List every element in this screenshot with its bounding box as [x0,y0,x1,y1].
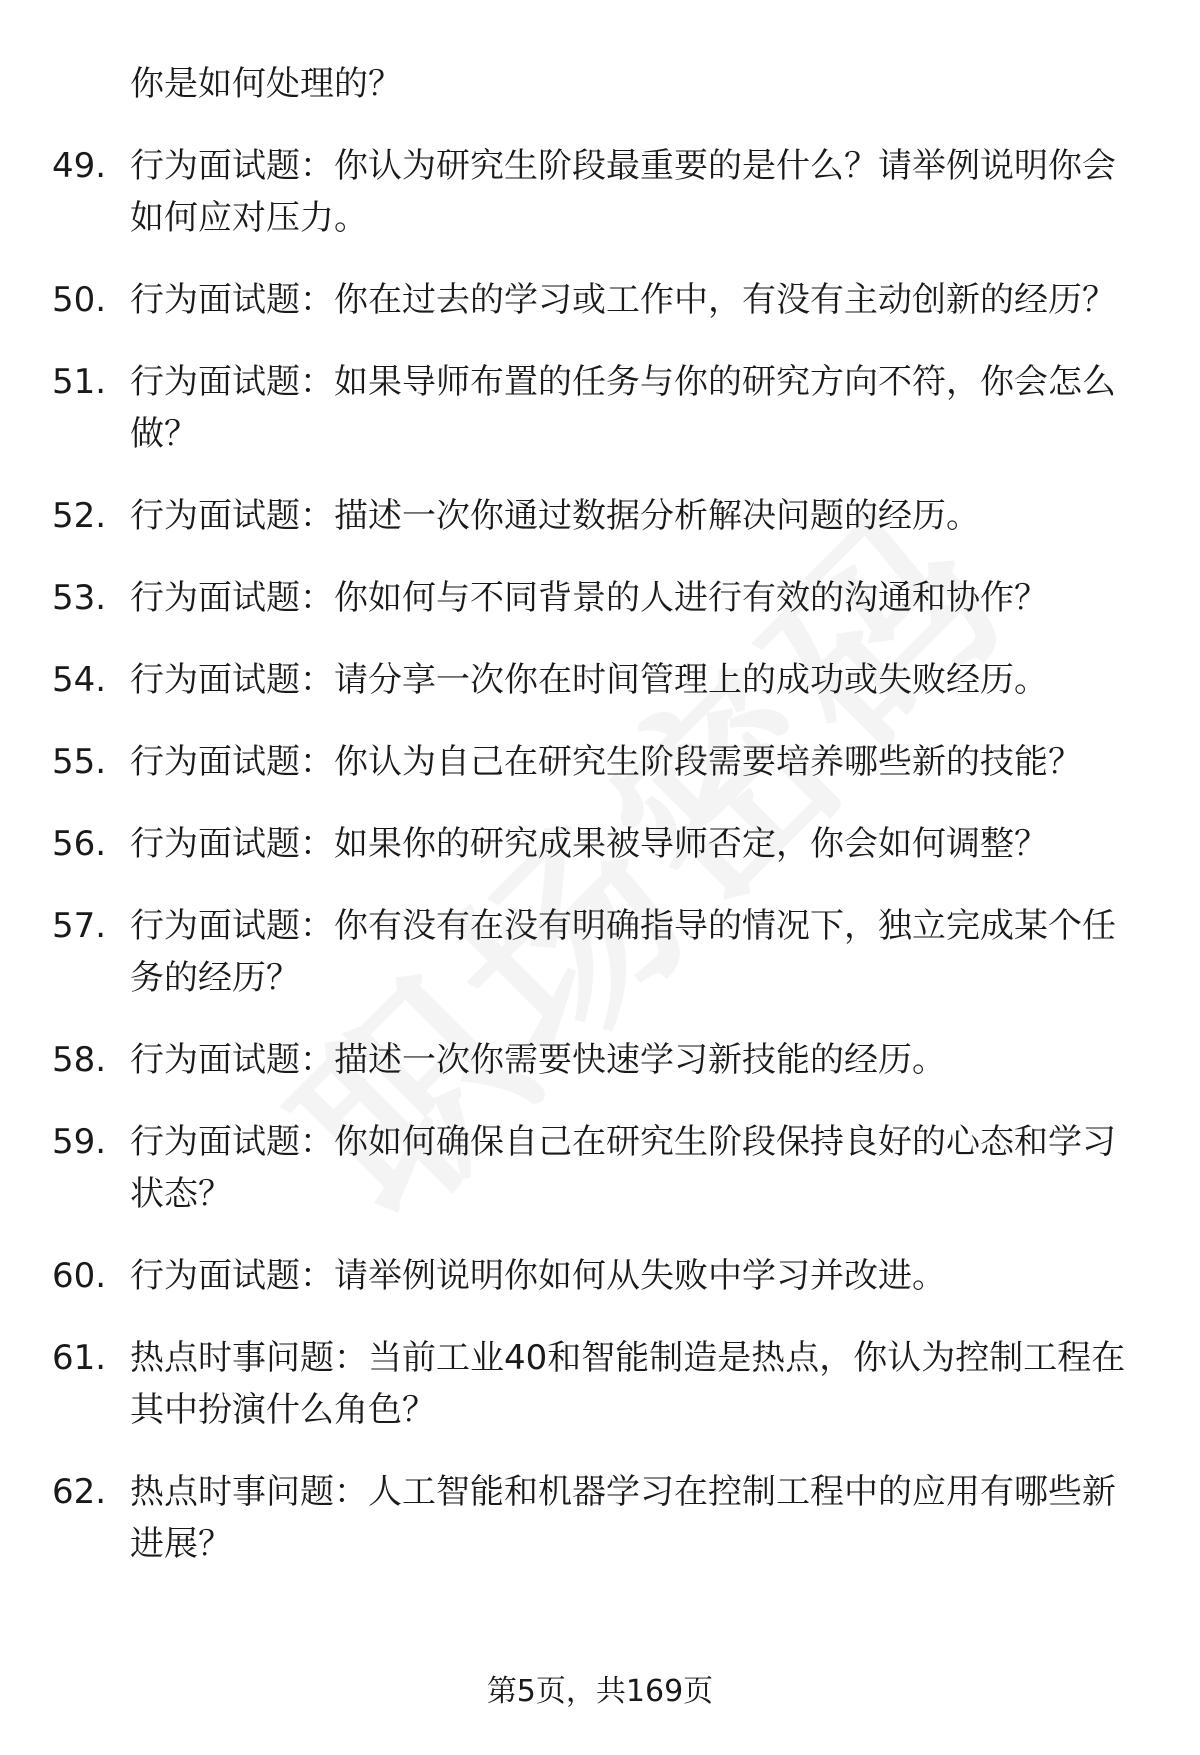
list-item [0,1332,1200,1436]
item-text: 行为面试题：请举例说明你如何从失败中学习并改进。 [130,1256,946,1296]
item-text: 行为面试题：描述一次你通过数据分析解决问题的经历。 [130,496,980,536]
question-list [0,140,1200,1600]
list-item [0,818,1200,870]
item-number: 55. [52,742,107,782]
item-text: 行为面试题：你认为研究生阶段最重要的是什么？请举例说明你会如何应对压力。 [130,146,1116,238]
list-item [0,1466,1200,1570]
list-item [0,736,1200,788]
item-number: 59. [52,1122,107,1162]
list-item [0,1116,1200,1220]
continuation-text: 你是如何处理的？ [130,64,402,104]
item-number: 52. [52,496,107,536]
item-text: 行为面试题：你有没有在没有明确指导的情况下，独立完成某个任务的经历？ [130,906,1116,998]
list-item [0,356,1200,460]
list-item [0,1250,1200,1302]
item-number: 57. [52,906,107,946]
item-text: 行为面试题：请分享一次你在时间管理上的成功或失败经历。 [130,660,1048,700]
item-text: 行为面试题：如果导师布置的任务与你的研究方向不符，你会怎么做？ [130,362,1116,454]
list-item [0,274,1200,326]
item-number: 62. [52,1472,107,1512]
item-number: 49. [52,146,107,186]
item-number: 54. [52,660,107,700]
item-text: 行为面试题：你如何与不同背景的人进行有效的沟通和协作？ [130,578,1048,618]
item-number: 51. [52,362,107,402]
item-text: 行为面试题：如果你的研究成果被导师否定，你会如何调整？ [130,824,1048,864]
item-text: 行为面试题：描述一次你需要快速学习新技能的经历。 [130,1040,946,1080]
list-item [0,900,1200,1004]
item-number: 53. [52,578,107,618]
item-text: 热点时事问题：人工智能和机器学习在控制工程中的应用有哪些新进展？ [130,1472,1116,1564]
list-item [0,490,1200,542]
item-number: 60. [52,1256,107,1296]
item-number: 61. [52,1338,107,1378]
item-number: 58. [52,1040,107,1080]
item-text: 热点时事问题：当前工业40和智能制造是热点，你认为控制工程在其中扮演什么角色？ [130,1338,1126,1430]
item-number: 56. [52,824,107,864]
item-number: 50. [52,280,107,320]
list-item [0,654,1200,706]
list-item [0,140,1200,244]
list-item [0,1034,1200,1086]
item-text: 行为面试题：你如何确保自己在研究生阶段保持良好的心态和学习状态？ [130,1122,1116,1214]
list-item [0,572,1200,624]
item-text: 行为面试题：你认为自己在研究生阶段需要培养哪些新的技能？ [130,742,1082,782]
page-footer: 第5页，共169页 [486,1674,714,1709]
item-text: 行为面试题：你在过去的学习或工作中，有没有主动创新的经历？ [130,280,1116,320]
